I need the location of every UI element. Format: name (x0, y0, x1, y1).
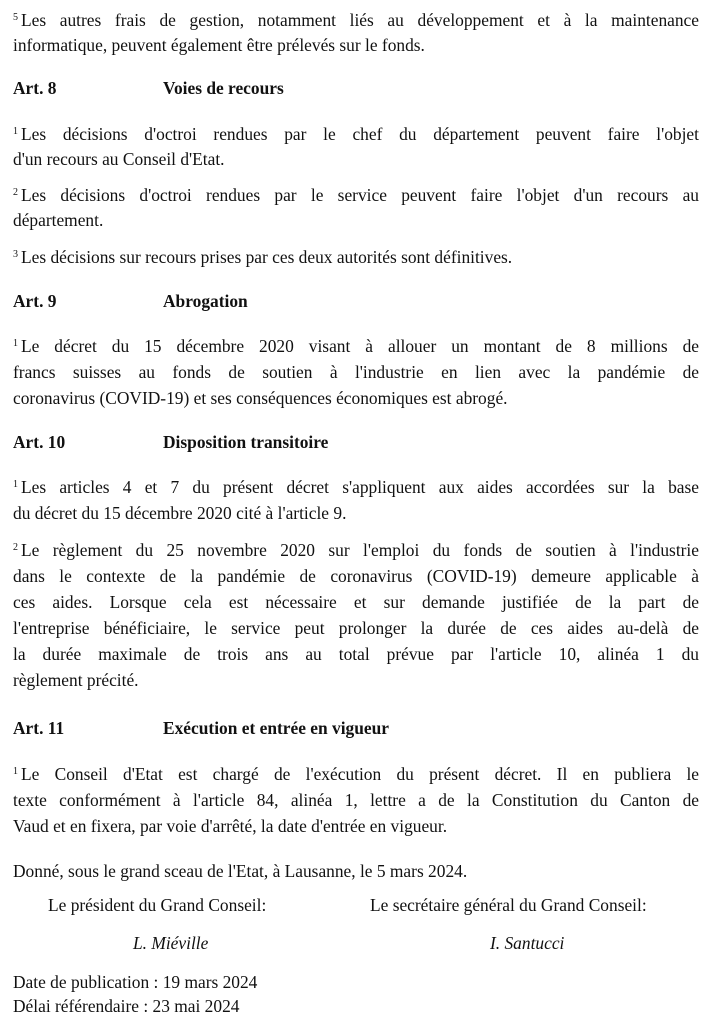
paragraph-5-line-2: informatique, peuvent également être prélevés sur le fonds. (13, 35, 425, 55)
signature-left-name: L. Miéville (133, 933, 209, 953)
publication-date: Date de publication : 19 mars 2024 (13, 972, 258, 992)
article-8-paragraph-2-line-1: $^2$ Les décisions d'octroi rendues par le service peuvent faire l'objet d'un recours au (13, 185, 699, 205)
article-10-paragraph-2-line-2: dans le contexte de la pandémie de coronavirus (COVID-19) demeure applicable à (13, 566, 699, 586)
article-9-paragraph-1-line-1: $^1$ Le décret du 15 décembre 2020 visant à allouer un montant de 8 millions de (13, 336, 699, 356)
article-11-title: Exécution et entrée en vigueur (163, 718, 390, 738)
article-10-paragraph-1-line-2: du décret du 15 décembre 2020 cité à l'article 9. (13, 503, 347, 523)
article-9-paragraph-1-line-3: coronavirus (COVID-19) et ses conséquences économiques est abrogé. (13, 388, 508, 408)
article-8-paragraph-1-line-2: d'un recours au Conseil d'Etat. (13, 149, 225, 169)
article-11-paragraph-1-line-3: Vaud et en fixera, par voie d'arrêté, la date d'entrée en vigueur. (13, 816, 448, 836)
paragraph-5-line-1: $^5$ Les autres frais de gestion, notamment liés au développement et à la maintenance (13, 10, 699, 30)
signature-right-role: Le secrétaire général du Grand Conseil: (370, 895, 647, 915)
article-10-title: Disposition transitoire (163, 432, 329, 452)
article-11-number: Art. 11 (13, 718, 65, 738)
article-8-number: Art. 8 (13, 78, 57, 98)
closing-statement: Donné, sous le grand sceau de l'Etat, à Lausanne, le 5 mars 2024. (13, 861, 468, 881)
article-10-number: Art. 10 (13, 432, 66, 452)
article-10-paragraph-2-line-4: l'entreprise bénéficiaire, le service peut prolonger la durée de ces aides au-delà de (13, 618, 699, 638)
referendum-deadline: Délai référendaire : 23 mai 2024 (13, 996, 240, 1016)
article-9-title: Abrogation (163, 291, 248, 311)
article-10-paragraph-1-line-1: $^1$ Les articles 4 et 7 du présent décret s'appliquent aux aides accordées sur la base (13, 477, 699, 497)
article-8-paragraph-2-line-2: département. (13, 210, 104, 230)
article-10-paragraph-2-line-5: la durée maximale de trois ans au total prévue par l'article 10, alinéa 1 du (13, 644, 699, 664)
article-9-paragraph-1-line-2: francs suisses au fonds de soutien à l'industrie en lien avec la pandémie de (13, 362, 699, 382)
article-11-paragraph-1-line-2: texte conformément à l'article 84, alinéa 1, lettre a de la Constitution du Canton de (13, 790, 699, 810)
signature-right-name: I. Santucci (490, 933, 565, 953)
article-10-paragraph-2-line-1: $^2$ Le règlement du 25 novembre 2020 sur l'emploi du fonds de soutien à l'industrie (13, 540, 699, 560)
article-11-paragraph-1-line-1: $^1$ Le Conseil d'Etat est chargé de l'exécution du présent décret. Il en publiera le (13, 764, 699, 784)
article-9-number: Art. 9 (13, 291, 57, 311)
paragraph-number: 5 (13, 12, 18, 23)
article-8-title: Voies de recours (163, 78, 284, 98)
article-10-paragraph-2-line-6: règlement précité. (13, 670, 139, 690)
article-8-paragraph-3-line-1: $^3$ Les décisions sur recours prises par ces deux autorités sont définitives. (13, 247, 513, 267)
article-10-paragraph-2-line-3: ces aides. Lorsque cela est nécessaire et sur demande justifiée de la part de (13, 592, 699, 612)
signature-left-role: Le président du Grand Conseil: (48, 895, 267, 915)
article-8-paragraph-1-line-1: $^1$ Les décisions d'octroi rendues par le chef du département peuvent faire l'objet (13, 124, 699, 144)
